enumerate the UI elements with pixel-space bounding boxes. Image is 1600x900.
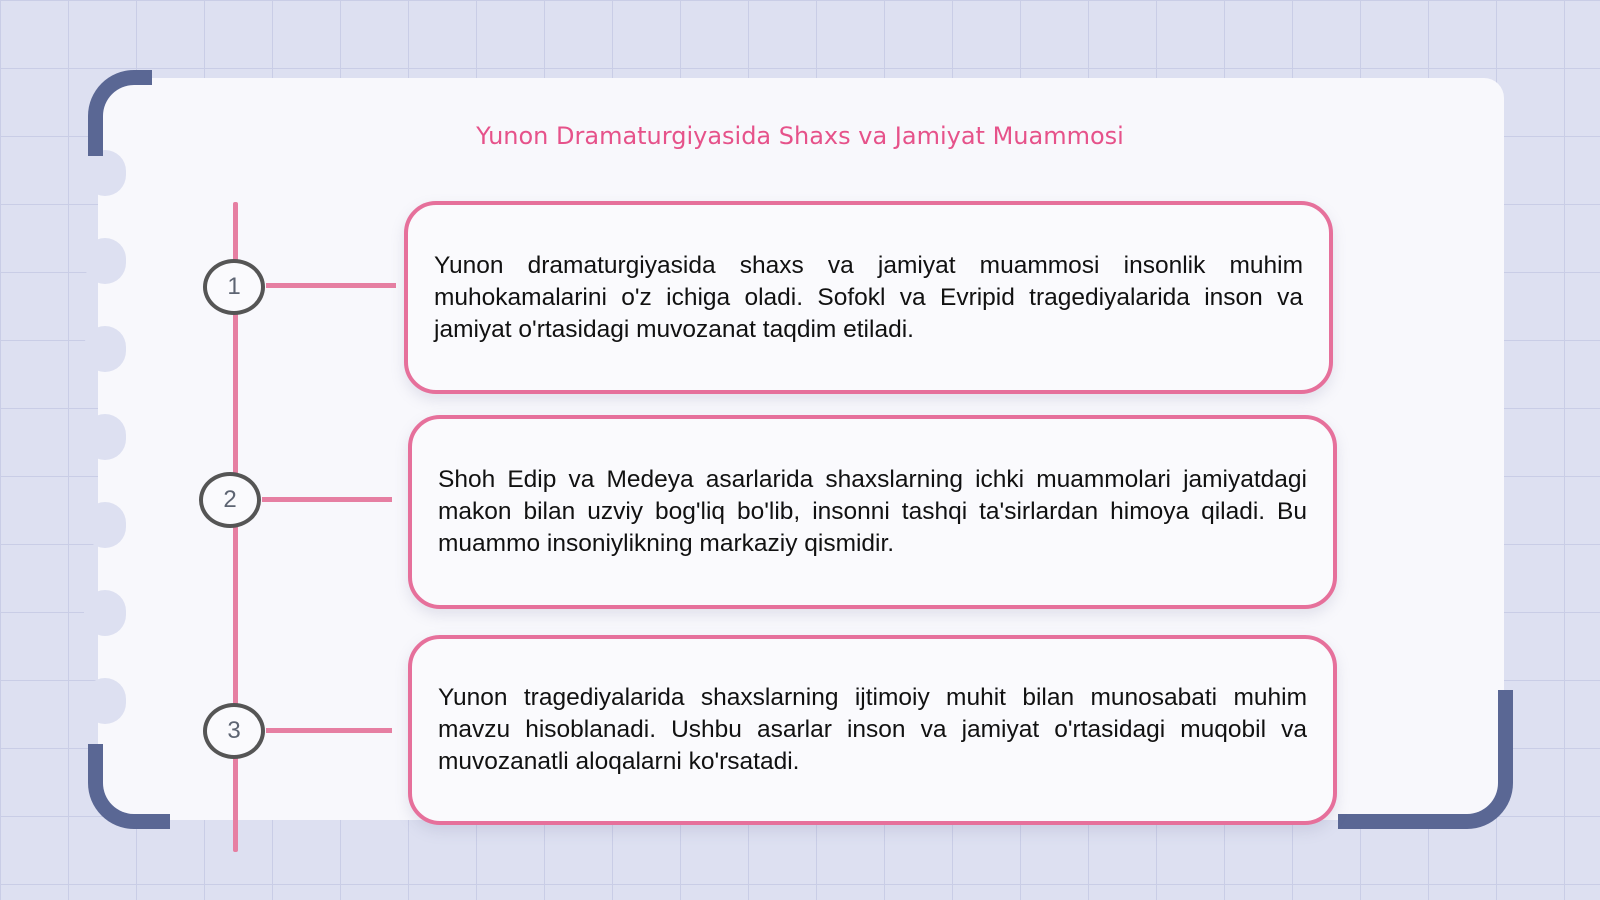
timeline-connector-1 [266, 283, 396, 288]
slide-title: Yunon Dramaturgiyasida Shaxs va Jamiyat Muammosi [476, 122, 1124, 150]
timeline-text-3: Yunon tragediyalarida shaxslarning ijtimoiy muhit bilan munosabati muhim mavzu hisoblanadi. Ushbu asarlar inson va jamiyat o'rtasidagi muqobil va muvozanatli aloqalarni ko'rsatadi. [438, 684, 1307, 775]
card-notch [84, 150, 126, 196]
card-notch [84, 590, 126, 636]
timeline-marker-3 [203, 703, 265, 759]
frame-corner-bottom-left [88, 744, 170, 829]
timeline-marker-1 [203, 259, 265, 315]
timeline-number-3: 3 [227, 717, 241, 744]
frame-corner-bottom-right [1338, 690, 1513, 829]
timeline-card-2 [408, 415, 1337, 609]
timeline-number-1: 1 [227, 273, 241, 300]
timeline-marker-2 [199, 472, 261, 528]
timeline-connector-3 [266, 728, 392, 733]
card-notch [84, 678, 126, 724]
timeline-card-3 [408, 635, 1337, 825]
card-notch [84, 502, 126, 548]
timeline-text-2: Shoh Edip va Medeya asarlarida shaxslarning ichki muammolari jamiyatdagi makon bilan uzviy bog'liq bo'lib, insonni tashqi ta'sirlardan himoya qiladi. Bu muammo insoniylikning markaziy qismidir. [438, 466, 1307, 557]
timeline-card-1 [404, 201, 1333, 394]
card-notch [84, 414, 126, 460]
card-notch [84, 238, 126, 284]
card-notch [84, 326, 126, 372]
timeline-number-2: 2 [223, 486, 237, 513]
timeline-text-1: Yunon dramaturgiyasida shaxs va jamiyat muammosi insonlik muhim muhokamalarini o'z ichiga oladi. Sofokl va Evripid tragediyalarida inson va jamiyat o'rtasidagi muvozanat taqdim etiladi. [434, 251, 1303, 343]
timeline-connector-2 [262, 497, 392, 502]
